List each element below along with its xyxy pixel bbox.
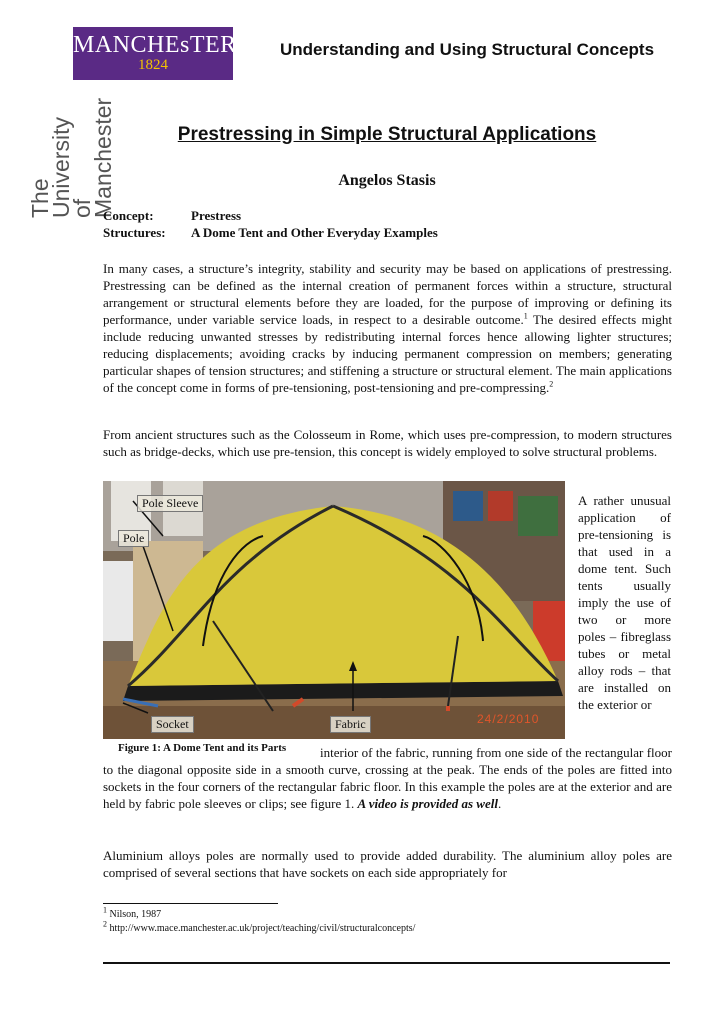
footnote-ref-2[interactable]: 2	[549, 379, 554, 389]
concept-value: Prestress	[191, 208, 242, 223]
footnote-1-text: Nilson, 1987	[109, 909, 162, 920]
concept-label: Concept:	[103, 208, 154, 223]
photo-date-stamp: 24/2/2010	[477, 712, 540, 726]
structures-row	[103, 224, 438, 241]
video-link[interactable]: A video is provided as well	[357, 796, 498, 811]
page-bottom-rule	[103, 962, 670, 964]
pole-label: Pole	[118, 530, 149, 547]
side-text-line2: of Manchester	[69, 97, 116, 218]
paragraph-3-continuation: interior of the fabric, running from one side of the rectangular floor to the diagonal opposite side in a smooth curve, crossing at the peak. The ends of the poles are fitted into sockets in the four corners of the rectangular fabric floor. In this example the poles are at the exterior and are held by fabric pole sleeves or clips; see figure 1.	[103, 745, 672, 811]
footnote-1	[103, 905, 162, 921]
paragraph-4: Aluminium alloys poles are normally used to provide added durability. The aluminium alloy poles are comprised of several sections that have sockets on each side appropriately for	[103, 848, 672, 880]
tent-photo	[103, 481, 565, 739]
paragraph-1-text-a: In many cases, a structure’s integrity, stability and security may be based on applications of prestressing. Prestressing can be defined as the internal creation of permanent forces within a structure, structural arrangement or structural elements before they are loaded, for the purpose of improving or defining its performance, under variable service loads, in respect to a desirable outcome.	[103, 261, 672, 327]
footnote-2-link[interactable]: http://www.mace.manchester.ac.uk/project/teaching/civil/structuralconcepts/	[109, 923, 416, 934]
footnote-2	[103, 919, 416, 935]
fabric-label: Fabric	[330, 716, 371, 733]
university-side-text	[27, 78, 116, 218]
university-logo	[73, 27, 237, 80]
paragraph-2: From ancient structures such as the Colosseum in Rome, which uses pre-compression, to modern structures such as bridge-decks, which use pre-tension, this concept is widely employed to solve structural problems.	[103, 427, 672, 459]
logo-year: 1824	[138, 57, 168, 73]
paragraph-3-side: A rather unusual application of pre-tensioning is that used in a dome tent. Such tents usually imply the use of two or more poles – fibreglass tubes or metal alloy rods – that are installed on the exterior or	[578, 493, 671, 712]
side-text-line1: The University	[27, 117, 74, 218]
document-title: Prestressing in Simple Structural Applications	[177, 124, 597, 145]
concept-meta	[103, 207, 438, 241]
paragraph-1	[103, 260, 672, 396]
structures-value: A Dome Tent and Other Everyday Examples	[191, 225, 438, 240]
pole-sleeve-label: Pole Sleeve	[137, 495, 203, 512]
concept-row	[103, 207, 438, 224]
footnote-ref-1[interactable]: 1	[523, 311, 528, 321]
logo-name: MANCHEsTER	[73, 32, 237, 58]
structures-label: Structures:	[103, 225, 166, 240]
figure-caption: Figure 1: A Dome Tent and its Parts	[118, 742, 287, 754]
author: Angelos Stasis	[338, 172, 436, 189]
footnote-2-num: 2	[103, 919, 107, 929]
paragraph-3-end: .	[497, 796, 502, 811]
footnote-divider	[103, 903, 278, 904]
footnote-1-num: 1	[103, 905, 107, 915]
header-title: Understanding and Using Structural Concepts	[280, 40, 655, 59]
paragraph-3	[103, 744, 672, 812]
paragraph-1-text-b: The desired effects might include reducing unwanted stresses by redistributing internal forces hence allowing lighter structures; reducing displacements; avoiding cracks by inducing permanent compression on members; generating particular shapes of tension structures; and stiffening a structure or structural element. The main applications of the concept come in forms of pre-tensioning, post-tensioning and pre-compressing.	[103, 312, 672, 395]
socket-label: Socket	[151, 716, 194, 733]
